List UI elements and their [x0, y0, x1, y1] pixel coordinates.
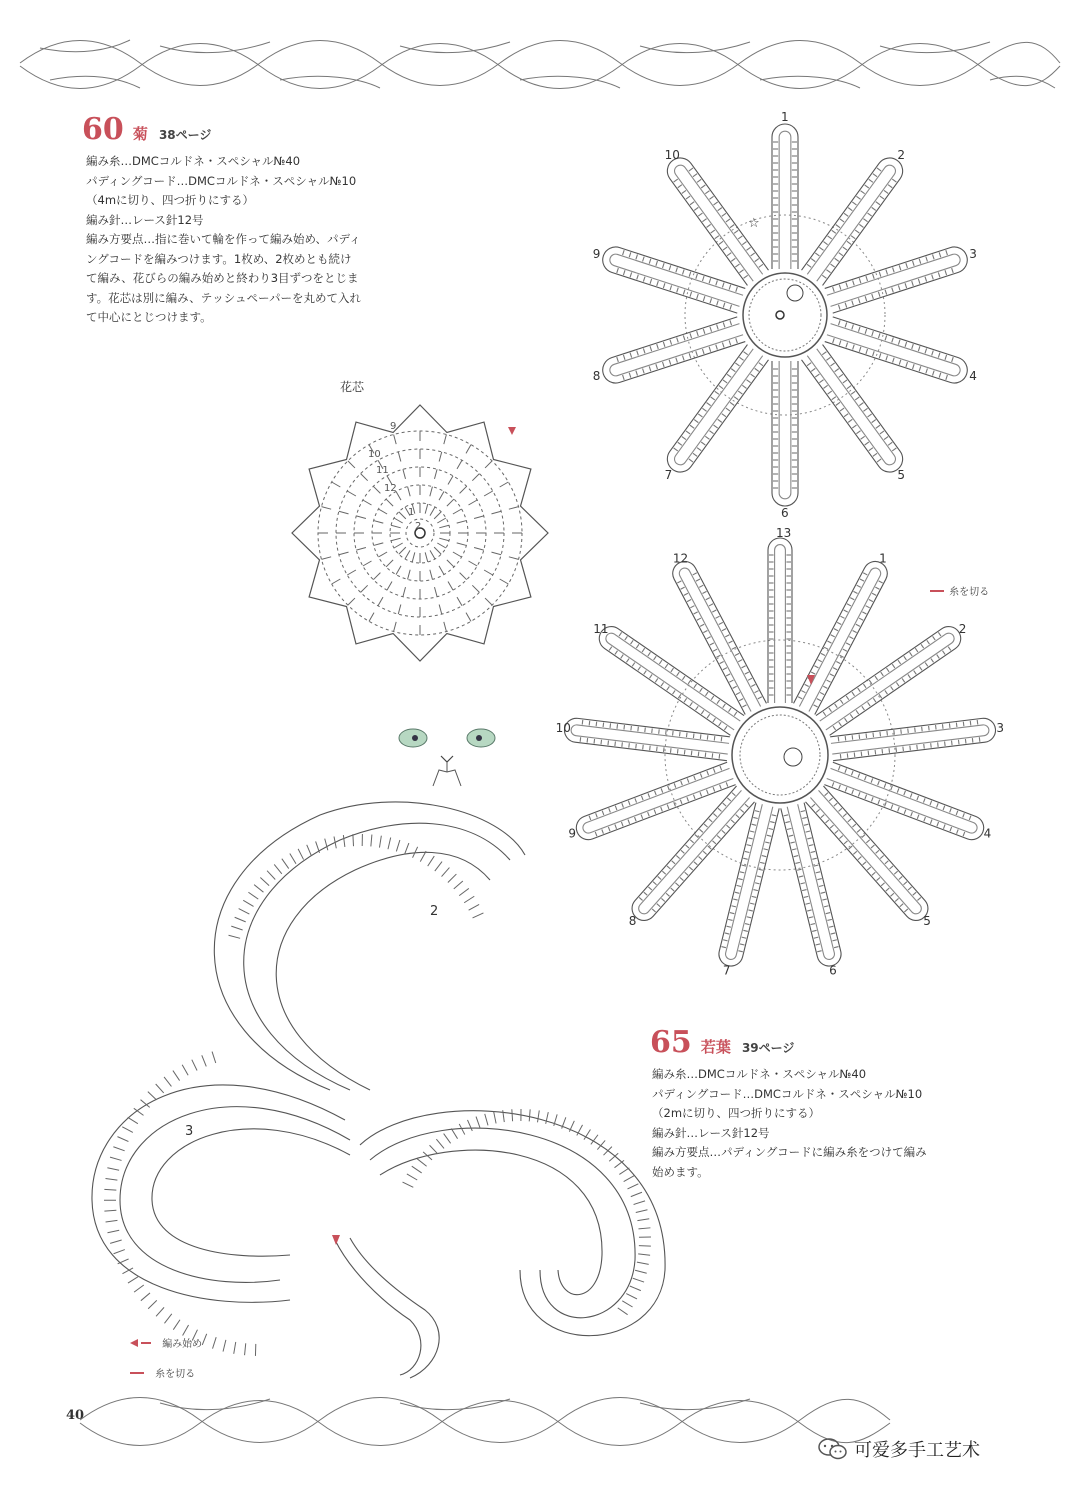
pattern-65-heading: [650, 1025, 794, 1060]
instruction-line: て中心にとじつけます。: [86, 310, 212, 324]
pattern-page-ref: 39ページ: [741, 1041, 795, 1055]
leaf-label: 3: [185, 1124, 194, 1139]
instruction-line: （4mに切り、四つ折りにする）: [86, 193, 255, 207]
round-label: 9: [390, 421, 397, 432]
start-arrow-icon: [130, 1339, 138, 1347]
pattern-name: 若葉: [700, 1038, 731, 1056]
cat-face-illustration: [393, 718, 503, 793]
petal-number-label: 1: [879, 551, 887, 566]
instruction-line: 編み方要点…指に巻いて輪を作って編み始め、パディ: [86, 232, 361, 246]
petal-number-label: 4: [983, 826, 992, 841]
leaf-diagram: [80, 800, 660, 1380]
petal-number-label: 8: [592, 369, 601, 384]
leaf-label: 2: [430, 904, 439, 919]
petal-outline: [667, 345, 768, 472]
start-marker-icon: [332, 1235, 340, 1245]
cut-thread-legend-top: [930, 580, 989, 599]
cut-arrow-icon: [130, 1372, 144, 1374]
instruction-line: 編み針…レース針12号: [652, 1125, 770, 1140]
petal-number-label: 9: [568, 826, 577, 841]
petal-number-label: 2: [897, 147, 906, 162]
petal-outline: [768, 538, 792, 703]
pattern-number: 65: [650, 1025, 692, 1060]
top-scroll-border: [20, 28, 1060, 98]
pattern-60-instructions: [86, 152, 446, 328]
watermark-text: 可爱多手工艺术: [854, 1440, 980, 1461]
petal-number-label: 10: [555, 721, 571, 736]
instruction-line: （2mに切り、四つ折りにする）: [652, 1106, 821, 1120]
pattern-name: 菊: [132, 125, 148, 143]
round-label: 2: [415, 521, 422, 532]
petal-number-label: 3: [969, 246, 977, 261]
petal-outline: [599, 627, 744, 736]
round-label: 1: [408, 507, 415, 518]
pattern-number: 60: [82, 112, 124, 147]
legend-start: [130, 1332, 202, 1351]
pattern-page-ref: 38ページ: [158, 128, 212, 142]
watermark: [818, 1436, 980, 1462]
instruction-line: 編み糸…DMCコルドネ・スペシャル№40: [652, 1067, 867, 1081]
petal-number-label: 11: [593, 621, 609, 636]
arrow-icon: [930, 590, 944, 592]
instruction-line: 編み針…レース針12号: [86, 212, 204, 227]
petal-number-label: 5: [923, 914, 931, 929]
wechat-icon: [818, 1437, 848, 1461]
round-label: 12: [384, 483, 397, 494]
instruction-line: 編み方要点…パディングコードに編み糸をつけて編み: [652, 1145, 927, 1159]
pattern-60-heading: [82, 112, 211, 147]
instruction-line: パディングコード…DMCコルドネ・スペシャル№10: [86, 173, 357, 188]
instruction-line: 編み糸…DMCコルドネ・スペシャル№40: [86, 154, 301, 168]
instruction-line: パディングコード…DMCコルドネ・スペシャル№10: [652, 1086, 923, 1101]
instruction-line: て編み、花びらの編み始めと終わり3目ずつをとじま: [86, 271, 359, 285]
petal-number-label: 8: [628, 914, 637, 929]
round-label: 11: [376, 465, 389, 476]
pattern-65-instructions: [652, 1065, 1012, 1182]
petal-number-label: 3: [996, 721, 1005, 736]
petal-number-label: 6: [781, 506, 789, 520]
legend-text: 糸を切る: [949, 587, 990, 598]
start-marker-icon: [508, 427, 516, 435]
legend-cut: [130, 1362, 195, 1381]
petal-number-label: 7: [664, 468, 673, 483]
petal-outline: [802, 345, 903, 472]
petal-number-label: 12: [672, 551, 689, 566]
page-number: 40: [66, 1408, 85, 1423]
flower-center-label: 花芯: [340, 380, 365, 394]
legend-text: 編み始め: [162, 1339, 203, 1350]
instruction-line: す。花芯は別に編み、テッシュペーパーを丸めて入れ: [86, 290, 361, 305]
petal-number-label: 7: [722, 963, 731, 978]
petal-number-label: 1: [781, 110, 789, 124]
flower-1-diagram: [580, 105, 1000, 525]
flower-center-diagram: [290, 405, 560, 655]
petal-number-label: 4: [969, 369, 977, 384]
petal-outline: [802, 158, 903, 285]
petal-outline: [824, 762, 983, 839]
legend-text: 糸を切る: [155, 1369, 196, 1380]
petal-number-label: 10: [664, 147, 680, 162]
round-label: 10: [368, 449, 381, 460]
petal-number-label: 13: [776, 526, 792, 540]
petal-number-label: 9: [592, 246, 601, 261]
petal-number-label: 5: [897, 468, 906, 483]
star-marker-icon: ☆: [748, 216, 760, 231]
petal-outline: [816, 627, 961, 736]
instruction-line: ングコードを編みつけます。1枚め、2枚めとも続け: [86, 251, 352, 266]
petal-number-label: 6: [829, 963, 837, 978]
petal-number-label: 2: [958, 621, 967, 636]
instruction-line: 始めます。: [652, 1164, 709, 1179]
